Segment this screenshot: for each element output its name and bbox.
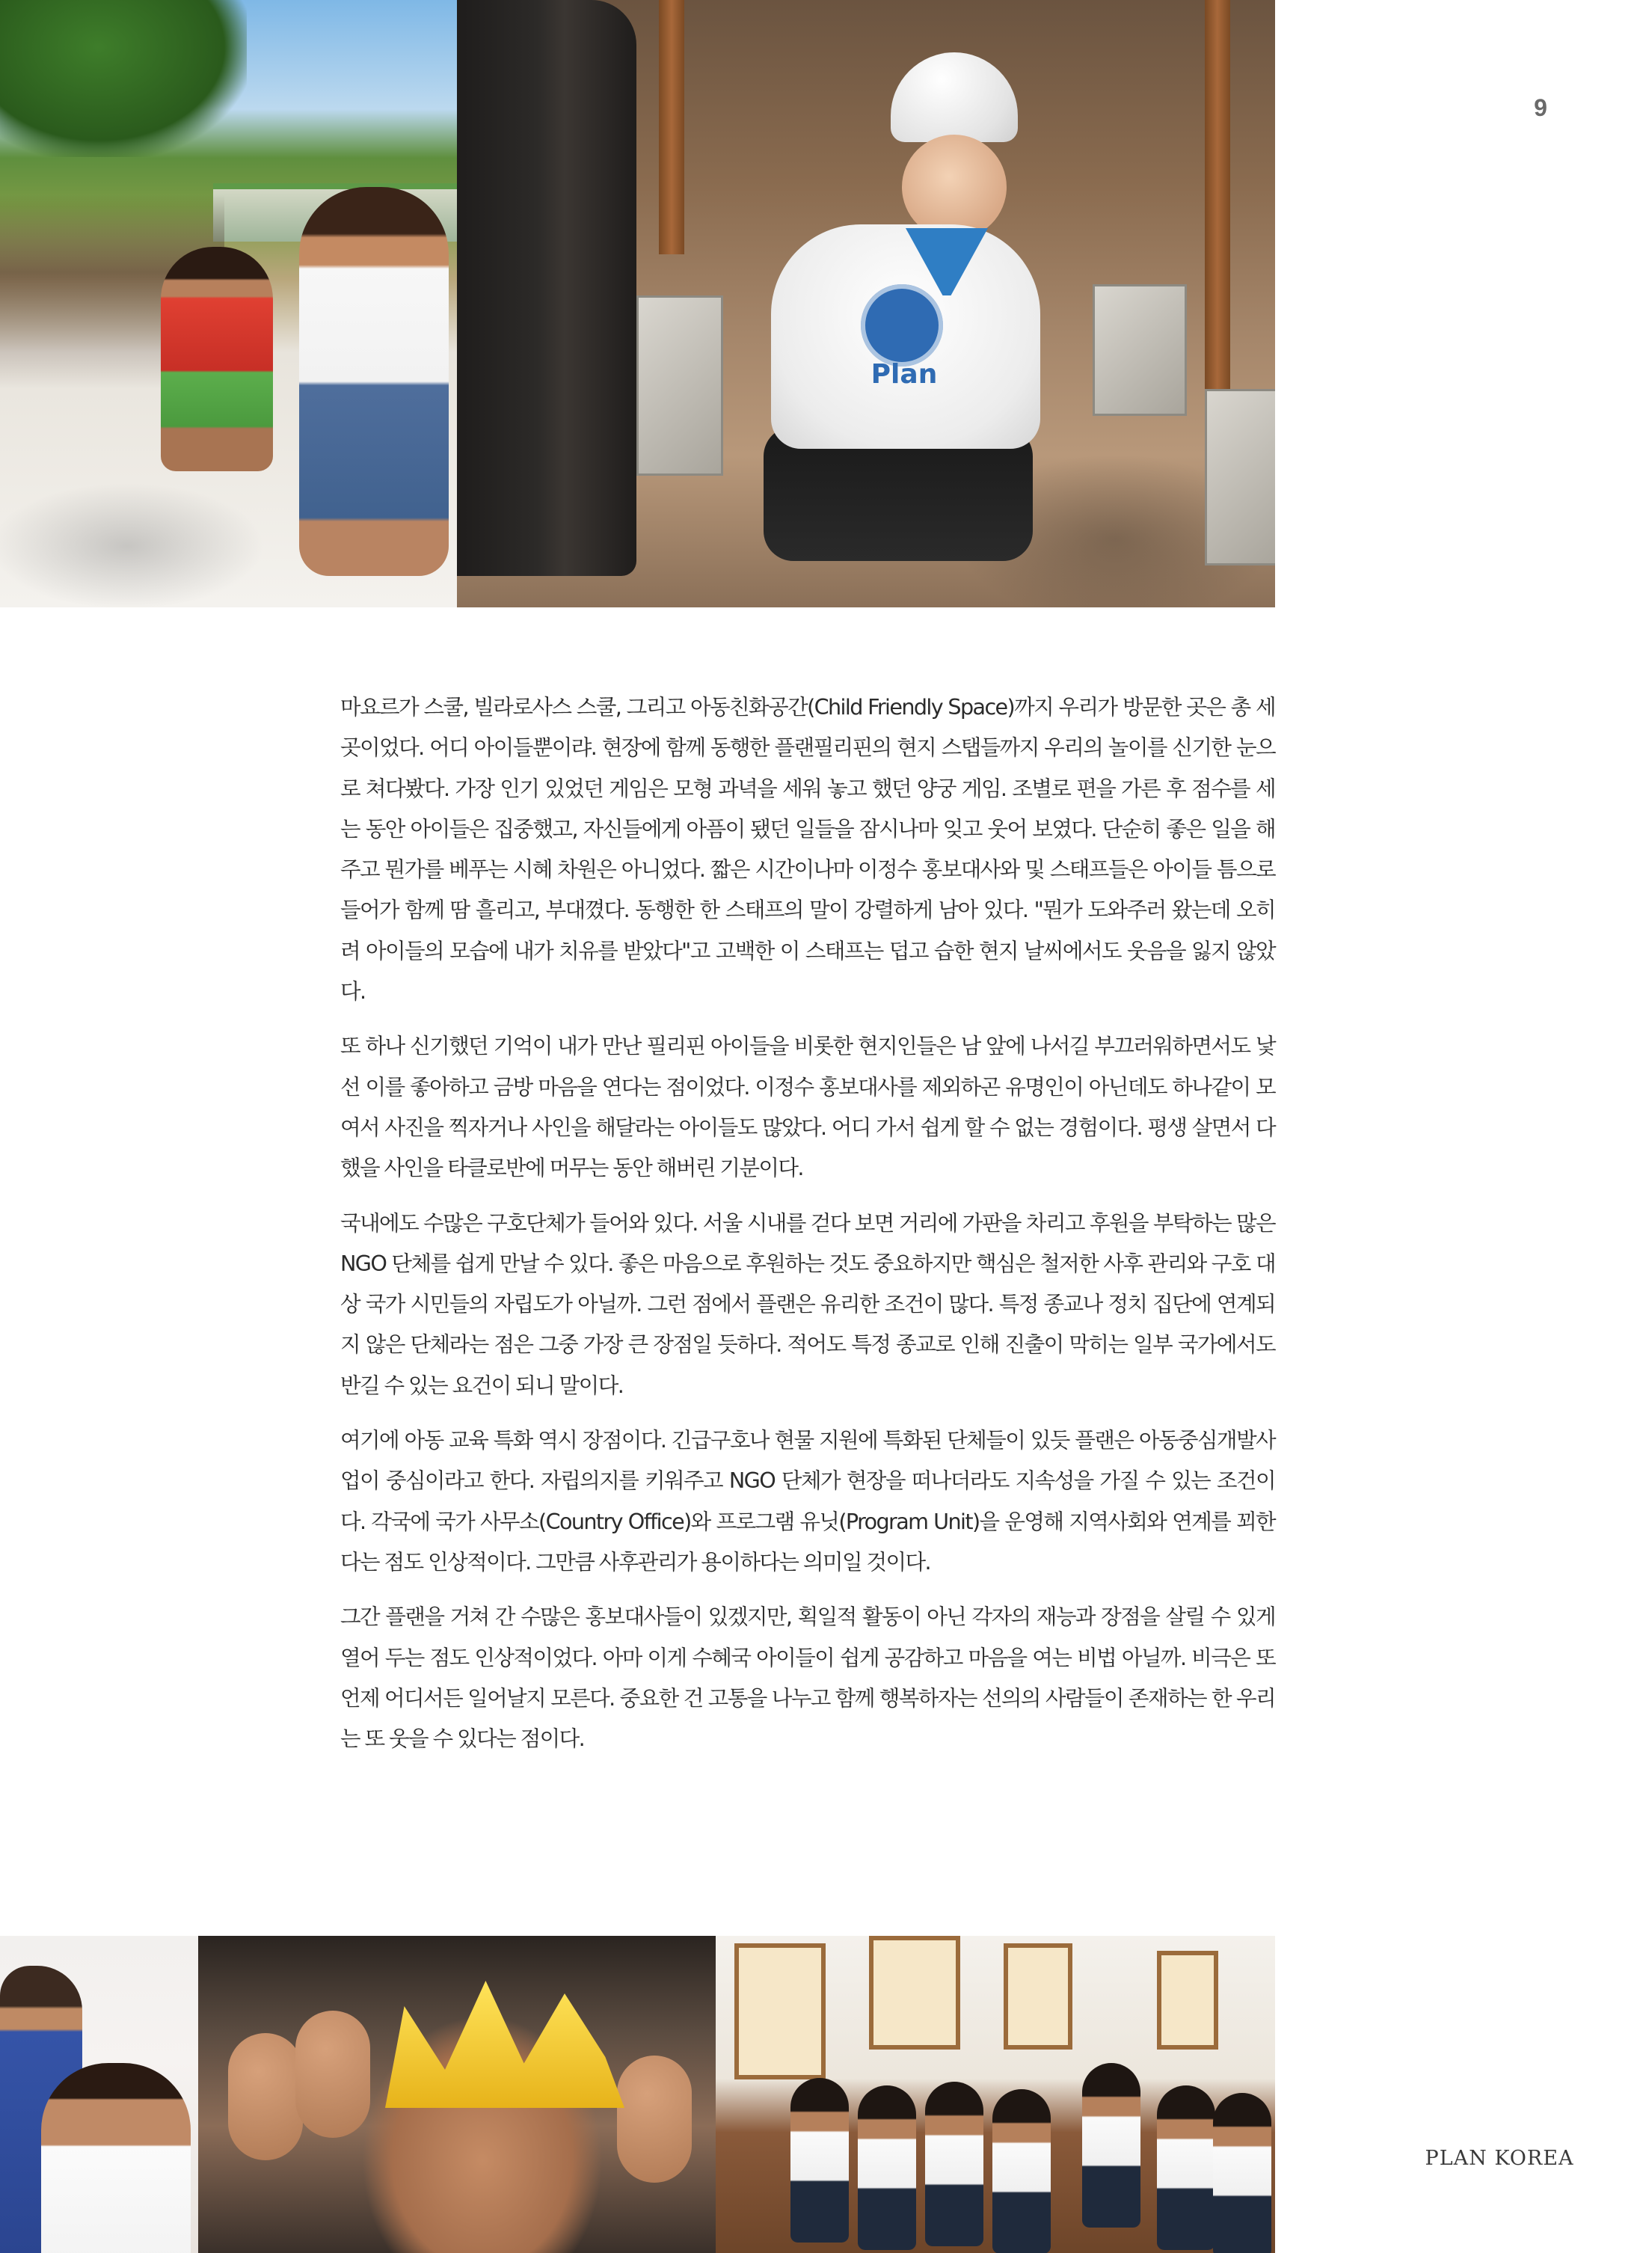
photo-student	[858, 2085, 916, 2250]
photo-girl	[41, 2063, 191, 2253]
photo-classroom	[716, 1936, 1275, 2253]
photo-student	[1213, 2093, 1271, 2253]
article-body	[340, 687, 1275, 1773]
photo-student	[790, 2078, 849, 2243]
photo-raised-hand	[617, 2056, 692, 2183]
photo-bulletin-board	[734, 1943, 826, 2079]
photo-bulletin-board	[869, 1936, 960, 2050]
article-paragraph: 또 하나 신기했던 기억이 내가 만난 필리핀 아이들을 비롯한 현지인들은 남 앞에 나서길 부끄러워하면서도 낯선 이를 좋아하고 금방 마음을 연다는 점이었다. 이정수 홍보대사를 제외하곤 유명인이 아닌데도 하나같이 모여서 사진을 찍자거나 사인을 해달라는 아이들도 많았다. 어디 가서 쉽게 할 수 없는 경험이다. 평생 살면서 다 했을 사인을 타클로반에 머무는 동안 해버린 기분이다.	[340, 1033, 1275, 1181]
photo-children-group	[0, 1936, 198, 2253]
photo-shirt-logo-text: Plan	[870, 359, 938, 390]
plan-logo-icon	[861, 284, 943, 367]
photo-raised-hand	[295, 2011, 370, 2138]
photo-student	[1157, 2085, 1215, 2250]
photo-student	[1082, 2063, 1140, 2228]
article-paragraph: 국내에도 수많은 구호단체가 들어와 있다. 서울 시내를 걷다 보면 거리에 가판을 차리고 후원을 부탁하는 많은 NGO 단체를 쉽게 만날 수 있다. 좋은 마음으로 후원하는 것도 중요하지만 핵심은 철저한 사후 관리와 구호 대상 국가 시민들의 자립도가 아닐까. 그런 점에서 플랜은 유리한 조건이 많다. 특정 종교나 정치 집단에 연계되지 않은 단체라는 점은 그중 가장 큰 장점일 듯하다. 적어도 특정 종교로 인해 진출이 막히는 일부 국가에서도 반길 수 있는 요건이 되니 말이다.	[340, 1210, 1275, 1398]
photo-cement-block	[636, 295, 723, 476]
photo-student	[925, 2082, 983, 2246]
photo-cement-block	[1205, 389, 1275, 565]
photo-ambassador	[756, 52, 1040, 561]
photo-cement-block	[1093, 284, 1187, 416]
photo-raised-hand	[228, 2033, 303, 2160]
photo-children-running	[0, 0, 457, 607]
article-paragraph: 여기에 아동 교육 특화 역시 장점이다. 긴급구호나 현물 지원에 특화된 단체들이 있듯 플랜은 아동중심개발사업이 중심이라고 한다. 자립의지를 키워주고 NGO 단체가 현장을 떠나더라도 지속성을 가질 수 있는 조건이다. 각국에 국가 사무소(Country Office)와 프로그램 유닛(Program Unit)을 운영해 지역사회와 연계를 꾀한다는 점도 인상적이다. 그만큼 사후관리가 용이하다는 의미일 것이다.	[340, 1427, 1275, 1575]
photo-worker	[457, 0, 636, 576]
photo-construction-volunteer	[457, 0, 1275, 607]
photo-bulletin-board	[1004, 1943, 1072, 2050]
crown-icon	[385, 1981, 624, 2108]
article-paragraph: 마요르가 스쿨, 빌라로사스 스쿨, 그리고 아동친화공간(Child Friendly Space)까지 우리가 방문한 곳은 총 세 곳이었다. 어디 아이들뿐이랴. 현장에 함께 동행한 플랜필리핀의 현지 스탭들까지 우리의 놀이를 신기한 눈으로 쳐다봤다. 가장 인기 있었던 게임은 모형 과녁을 세워 놓고 했던 양궁 게임. 조별로 편을 가른 후 점수를 세는 동안 아이들은 집중했고, 자신들에게 아픔이 됐던 일들을 잠시나마 잊고 웃어 보였다. 단순히 좋은 일을 해주고 뭔가를 베푸는 시혜 차원은 아니었다. 짧은 시간이나마 이정수 홍보대사와 및 스태프들은 아이들 틈으로 들어가 함께 땀 흘리고, 부대꼈다. 동행한 한 스태프의 말이 강렬하게 남아 있다. "뭔가 도와주러 왔는데 오히려 아이들의 모습에 내가 치유를 받았다"고 고백한 이 스태프는 덥고 습한 현지 날씨에서도 웃음을 잃지 않았다.	[340, 694, 1275, 1005]
photo-helmet	[891, 52, 1018, 142]
photo-tree	[0, 0, 247, 157]
photo-wood-post	[1205, 0, 1230, 419]
article-paragraph: 그간 플랜을 거쳐 간 수많은 홍보대사들이 있겠지만, 획일적 활동이 아닌 각자의 재능과 장점을 살릴 수 있게 열어 두는 점도 인상적이었다. 아마 이게 수혜국 아이들이 쉽게 공감하고 마음을 여는 비법 아닐까. 비극은 또 언제 어디서든 일어날지 모른다. 중요한 건 고통을 나누고 함께 행복하자는 선의의 사람들이 존재하는 한 우리는 또 웃을 수 있다는 점이다.	[340, 1604, 1275, 1752]
photo-running-girl	[299, 187, 449, 576]
photo-face	[902, 135, 1007, 239]
page-number: 9	[1534, 94, 1547, 121]
photo-student	[992, 2089, 1051, 2253]
photo-running-boy	[161, 247, 273, 471]
brand-label: PLAN KOREA	[1425, 2147, 1574, 2170]
photo-girl-with-crown	[198, 1936, 716, 2253]
photo-bulletin-board	[1157, 1951, 1218, 2050]
photo-wood-post	[659, 0, 684, 254]
